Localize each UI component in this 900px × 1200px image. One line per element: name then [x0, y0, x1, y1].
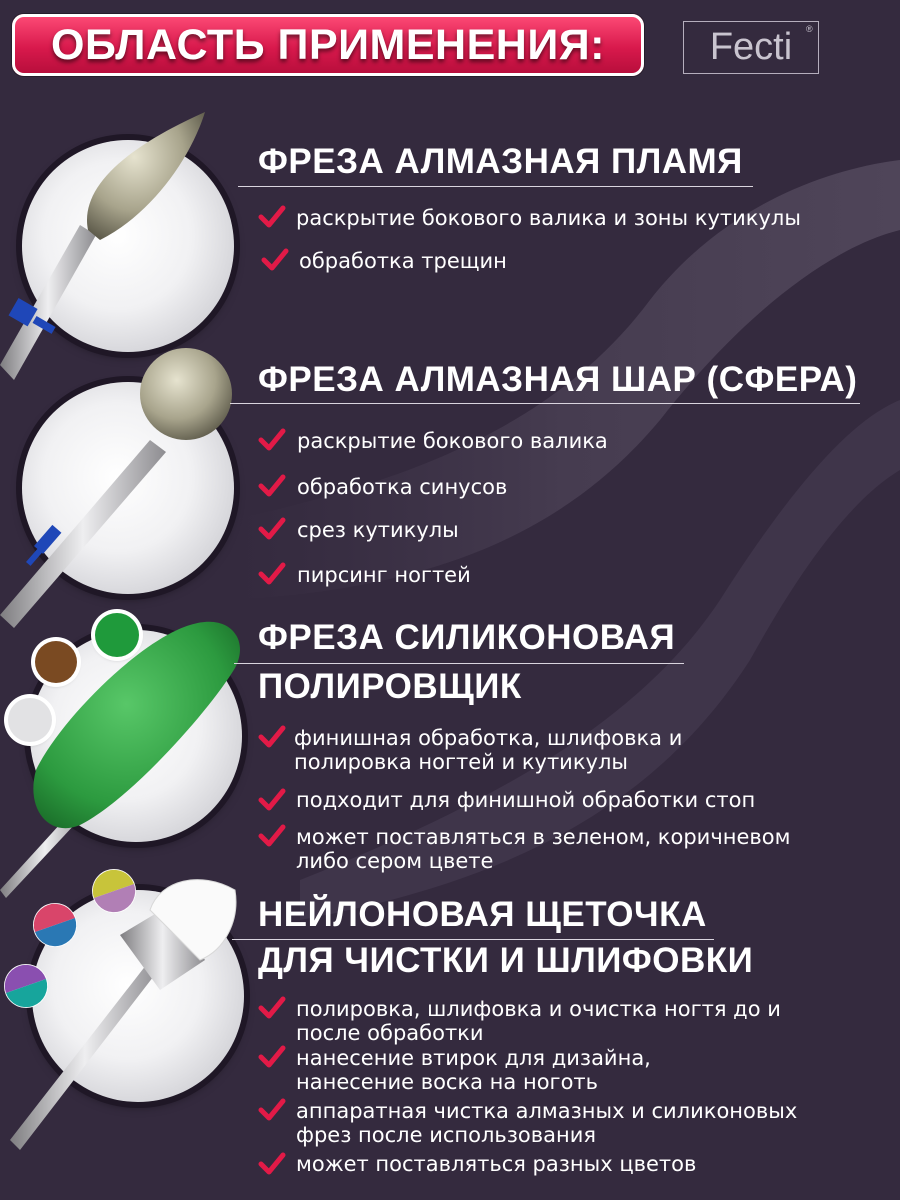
list-item: подходит для финишной обработки стоп — [296, 788, 756, 812]
section-title-nylon-brush-line2: ДЛЯ ЧИСТКИ И ШЛИФОВКИ — [258, 941, 754, 980]
list-item-continued: либо сером цвете — [296, 849, 494, 873]
section-title-silicone-polisher-line2: ПОЛИРОВЩИК — [258, 667, 522, 706]
section-title-ball-bur: ФРЕЗА АЛМАЗНАЯ ШАР (СФЕРА) — [258, 360, 858, 399]
section-divider — [238, 186, 753, 187]
list-item: полировка, шлифовка и очистка ногтя до и — [296, 997, 781, 1021]
section-divider — [230, 403, 860, 404]
check-icon — [258, 1152, 286, 1176]
list-item: раскрытие бокового валика — [297, 429, 608, 453]
check-icon — [258, 428, 286, 452]
check-icon — [258, 996, 286, 1020]
check-icon — [258, 824, 286, 848]
check-icon — [258, 474, 286, 498]
list-item: обработка синусов — [297, 475, 508, 499]
list-item: может поставляться в зеленом, коричневом — [296, 825, 791, 849]
list-item: раскрытие бокового валика и зоны кутикулы — [296, 206, 801, 230]
page-title: ОБЛАСТЬ ПРИМЕНЕНИЯ: — [51, 21, 605, 69]
nylon-brush-circle — [32, 890, 244, 1102]
check-icon — [258, 517, 286, 541]
registered-mark: ® — [806, 24, 813, 34]
grey-swatch — [8, 698, 52, 742]
ball-bur-circle — [22, 382, 234, 594]
check-icon — [258, 205, 286, 229]
section-title-nylon-brush: НЕЙЛОНОВАЯ ЩЕТОЧКА — [258, 895, 707, 934]
check-icon — [258, 1098, 286, 1122]
check-icon — [258, 562, 286, 586]
list-item: может поставляться разных цветов — [296, 1152, 697, 1176]
list-item: аппаратная чистка алмазных и силиконовых — [296, 1099, 798, 1123]
brand-logo: Fecti — [709, 26, 793, 68]
brown-swatch — [35, 641, 77, 683]
section-divider — [234, 663, 684, 664]
list-item: срез кутикулы — [297, 518, 459, 542]
check-icon — [258, 725, 286, 749]
section-title-flame-bur: ФРЕЗА АЛМАЗНАЯ ПЛАМЯ — [258, 142, 743, 181]
green-swatch — [95, 613, 139, 657]
list-item-continued: фрез после использования — [296, 1123, 597, 1147]
list-item: финишная обработка, шлифовка и — [294, 726, 683, 750]
check-icon — [258, 1045, 286, 1069]
list-item: пирсинг ногтей — [297, 563, 471, 587]
list-item-continued: нанесение воска на ноготь — [296, 1070, 599, 1094]
list-item: обработка трещин — [299, 249, 507, 273]
list-item-continued: полировка ногтей и кутикулы — [294, 750, 628, 774]
list-item: нанесение втирок для дизайна, — [296, 1046, 651, 1070]
flame-bur-circle — [22, 140, 234, 352]
check-icon — [258, 788, 286, 812]
check-icon — [261, 248, 289, 272]
section-title-silicone-polisher: ФРЕЗА СИЛИКОНОВАЯ — [258, 618, 676, 657]
list-item-continued: после обработки — [296, 1021, 484, 1045]
section-divider — [232, 939, 714, 940]
